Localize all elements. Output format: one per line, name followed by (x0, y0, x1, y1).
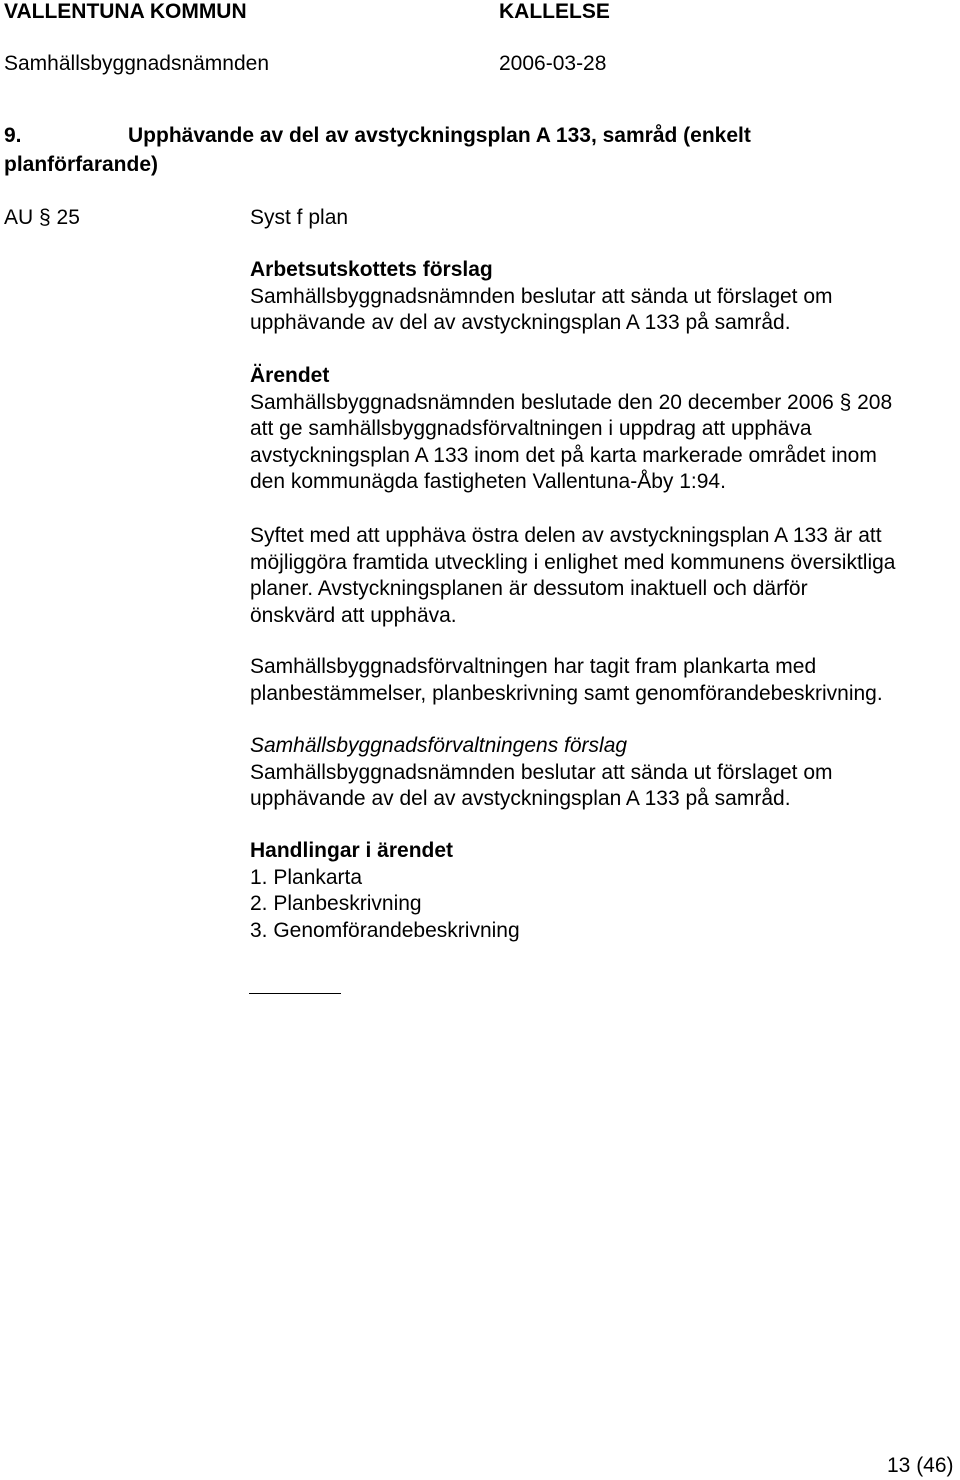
au-proposal-line: Samhällsbyggnadsnämnden beslutar att sända ut förslaget om (250, 284, 833, 308)
item-title-line2: planförfarande) (4, 153, 159, 176)
document-item: 2. Planbeskrivning (250, 892, 422, 915)
file-reference: Syst f plan (250, 206, 349, 229)
matter-para3-line: Samhällsbyggnadsförvaltningen har tagit fram plankarta med (250, 655, 817, 678)
documents-list (250, 865, 520, 945)
au-proposal-heading: Arbetsutskottets förslag (250, 258, 493, 281)
matter-para2-line: önskvärd att upphäva. (250, 603, 457, 627)
page-number: 13 (46) (887, 1454, 954, 1477)
matter-para1-line: att ge samhällsbyggnadsförvaltningen i uppdrag att upphäva (250, 417, 812, 440)
document-item: 1. Plankarta (250, 865, 363, 889)
matter-para3-line: planbestämmelser, planbeskrivning samt genomförandebeskrivning. (250, 681, 883, 705)
au-reference: AU § 25 (4, 206, 80, 229)
item-number: 9. (4, 124, 22, 147)
matter-para2 (250, 523, 895, 629)
matter-para3 (250, 654, 883, 707)
matter-para2-line: planer. Avstyckningsplanen är dessutom inaktuell och därför (250, 577, 808, 600)
documents-section (250, 838, 520, 944)
committee-name: Samhällsbyggnadsnämnden (4, 52, 270, 75)
meeting-date: 2006-03-28 (499, 52, 607, 75)
matter-para1-line: Samhällsbyggnadsnämnden beslutade den 20 december 2006 § 208 (250, 390, 893, 414)
documents-heading: Handlingar i ärendet (250, 839, 454, 862)
admin-proposal-section (250, 733, 833, 813)
admin-proposal-line: Samhällsbyggnadsnämnden beslutar att sända ut förslaget om (250, 760, 833, 784)
admin-proposal-heading: Samhällsbyggnadsförvaltningens förslag (250, 734, 628, 757)
end-rule (249, 993, 341, 994)
matter-para2-line: möjliggöra framtida utveckling i enlighet med kommunens översiktliga (250, 550, 896, 574)
au-proposal-line: upphävande av del av avstyckningsplan A 133 på samråd. (250, 311, 791, 334)
matter-heading: Ärendet (250, 364, 330, 387)
org-name: VALLENTUNA KOMMUN (4, 0, 247, 23)
au-proposal-section (250, 257, 833, 337)
doc-type: KALLELSE (499, 0, 610, 23)
matter-para2-line: Syftet med att upphäva östra delen av avstyckningsplan A 133 är att (250, 524, 882, 547)
item-title-line1: Upphävande av del av avstyckningsplan A 133, samråd (enkelt (128, 124, 751, 147)
document-item: 3. Genomförandebeskrivning (250, 918, 520, 942)
matter-para1-line: den kommunägda fastigheten Vallentuna-Åby 1:94. (250, 470, 726, 493)
matter-para1-line: avstyckningsplan A 133 inom det på karta markerade området inom (250, 443, 877, 467)
admin-proposal-line: upphävande av del av avstyckningsplan A 133 på samråd. (250, 787, 791, 810)
matter-section (250, 363, 892, 496)
